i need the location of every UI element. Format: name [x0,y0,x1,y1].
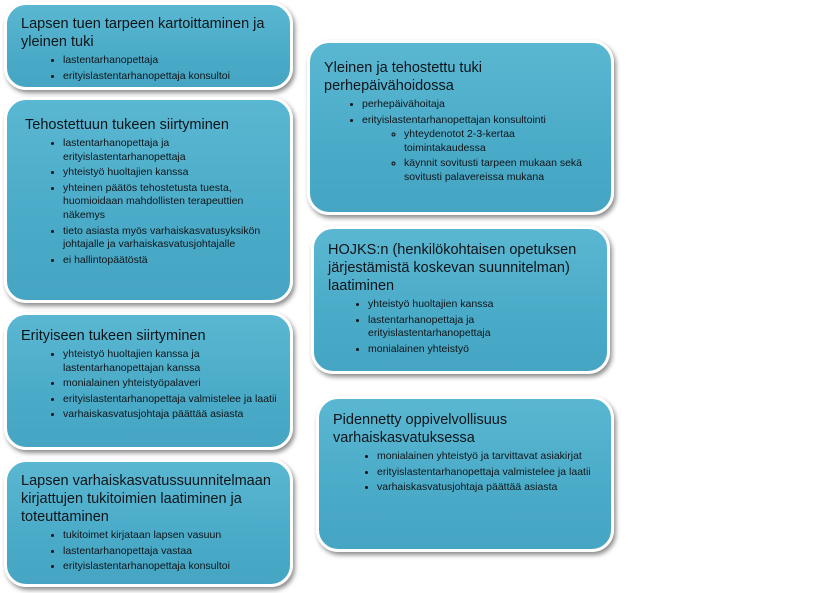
sub-list-item: ◦ yhteydenotot 2-3-kertaa toimintakaudessa [404,128,599,155]
card-yleinen-tuki [4,2,293,90]
list-item: • erityislastentarhanopettaja konsultoi [63,70,278,84]
card-title: Lapsen varhaiskasvatussuunnitelmaan kirjattujen tukitoimien laatiminen ja toteuttaminen [21,473,271,525]
list-item: • lastentarhanopettaja vastaa [63,545,278,559]
list-item: • perhepäivähoitaja [362,98,599,112]
list-item: • yhteistyö huoltajien kanssa ja lastentarhanopettajan kanssa [63,348,278,375]
sub-list-item: ◦ käynnit sovitusti tarpeen mukaan sekä sovitusti palavereissa mukana [404,157,599,184]
card-list [328,298,595,356]
card-title: Tehostettuun tukeen siirtyminen [25,117,229,133]
list-item: • lastentarhanopettaja [63,54,278,68]
list-item: • varhaiskasvatusjohtaja päättää asiasta [63,408,278,422]
list-item: • erityislastentarhanopettaja valmistelee ja laatii [63,393,278,407]
list-item: • monialainen yhteistyö ja tarvittavat asiakirjat [377,450,599,464]
list-item: • lastentarhanopettaja ja erityislastentarhanopettaja [63,137,278,164]
card-vasu-tukitoimet [4,459,293,587]
list-item: • monialainen yhteistyöpalaveri [63,377,278,391]
list-item: • tukitoimet kirjataan lapsen vasuun [63,529,278,543]
card-title: HOJKS:n (henkilökohtaisen opetuksen järjestämistä koskevan suunnitelman) laatiminen [328,242,577,294]
list-item: • erityislastentarhanopettaja valmistelee ja laatii [377,466,599,480]
sub-list [362,128,599,184]
card-title: Yleinen ja tehostettu tuki perhepäivähoidossa [324,60,482,94]
card-tehostettu-tuki [4,97,293,303]
list-item: • tieto asiasta myös varhaiskasvatusyksikön johtajalle ja varhaiskasvatusjohtajalle [63,225,278,252]
card-perhepaivahoito [307,40,614,215]
card-title: Pidennetty oppivelvollisuus varhaiskasvatuksessa [333,412,508,446]
card-list [25,137,278,267]
card-hojks [311,226,610,374]
list-item: • ei hallintopäätöstä [63,254,278,268]
card-title: Erityiseen tukeen siirtyminen [21,328,206,344]
card-erityinen-tuki [4,312,293,450]
list-item: • yhteistyö huoltajien kanssa [63,166,278,180]
list-item-text: erityislastentarhanopettajan konsultointi [362,113,546,126]
card-title: Lapsen tuen tarpeen kartoittaminen ja yleinen tuki [21,16,265,50]
list-item: • erityislastentarhanopettaja konsultoi [63,560,278,574]
list-item: • yhteistyö huoltajien kanssa [368,298,595,312]
list-item: • lastentarhanopettaja ja erityislastentarhanopettaja [368,314,595,341]
list-item: • varhaiskasvatusjohtaja päättää asiasta [377,481,599,495]
list-item [362,114,599,185]
card-list [21,348,278,422]
card-list [324,98,599,185]
card-list [21,529,278,574]
card-list [333,450,599,495]
card-pidennetty-oppivelvollisuus [316,396,614,552]
list-item: • yhteinen päätös tehostetusta tuesta, huomioidaan mahdollisten terapeuttien näkemys [63,182,278,223]
list-item: • monialainen yhteistyö [368,343,595,357]
card-list [21,54,278,83]
